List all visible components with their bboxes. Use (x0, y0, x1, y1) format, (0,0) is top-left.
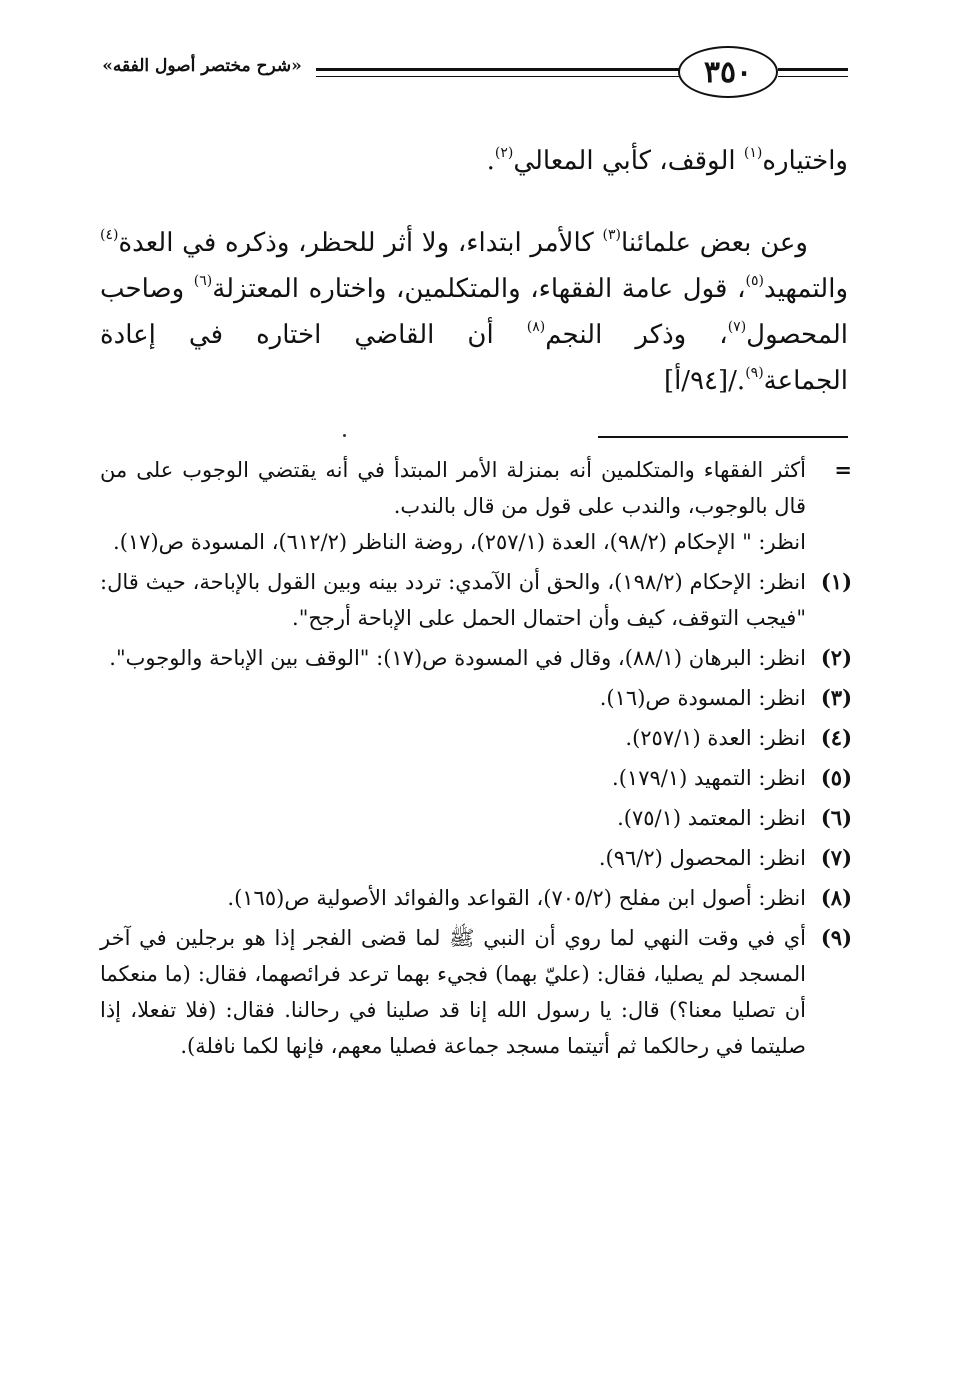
footnote-text: انظر: أصول ابن مفلح (٧٠٥/٢)، القواعد والفوائد الأصولية ص(١٦٥). (227, 886, 806, 910)
footnote-6 (100, 800, 852, 836)
footnote-ref-9[interactable]: (٩) (745, 365, 764, 381)
footnote-number: (٣) (820, 685, 852, 710)
footnote-2 (100, 640, 852, 676)
header-rule-left (316, 68, 682, 77)
footnote-text: انظر: المسودة ص(١٦). (599, 686, 806, 710)
footnote-text: انظر: المحصول (٩٦/٢). (598, 846, 806, 870)
footnote-number: (٨) (820, 885, 852, 910)
footnote-4 (100, 720, 852, 756)
footnote-ref-5[interactable]: (٥) (745, 273, 764, 289)
footnote-number: (٥) (820, 765, 852, 790)
footnote-text: أي في وقت النهي لما روي أن النبي ﷺ لما قضى الفجر إذا هو برجلين في آخر المسجد لم يصليا، فقال: (عليّ بهما) فجيء بهما ترعد فرائصهما، فقال: (ما منعكما أن تصليا معنا؟) قال: يا رسول الله إنا قد صلينا في رحالنا. فقال: (فلا تفعلا، إذا صليتما في رحالكما ثم أتيتما مسجد جماعة فصليا معهم، فإنها لكما نافلة). (100, 926, 806, 1058)
main-paragraph-2: وعن بعض علمائنا$^{(٣)}$ كالأمر ابتداء، ولا أثر للحظر، وذكره في العدة$^{(٤)}$ والتمهيد$^{(٥)}$، قول عامة الفقهاء، والمتكلمين، واختاره المعتزلة$^{(٦)}$ وصاحب المحصول$^{(٧)}$، وذكر النجم$^{(٨)}$ أن القاضي اختاره في إعادة الجماعة$^{(٩)}$./[٩٤/أ] (100, 227, 849, 396)
page-number: ٣٥٠ (678, 46, 778, 98)
footnote-number: (٢) (820, 645, 852, 670)
footnote-ref-1[interactable]: (١) (743, 145, 763, 161)
footnote-text: انظر: " الإحكام (٩٨/٢)، العدة (٢٥٧/١)، روضة الناظر (٦١٢/٢)، المسودة ص(١٧). (113, 530, 806, 554)
footnote-separator (598, 436, 848, 438)
footnote-text: انظر: العدة (٢٥٧/١). (625, 726, 806, 750)
footnote-ref-4[interactable]: (٤) (100, 227, 119, 243)
footnote-ref-8[interactable]: (٨) (526, 319, 546, 335)
footnote-number: (٦) (820, 805, 852, 830)
running-title: «شرح مختصر أصول الفقه» (102, 56, 302, 76)
footnote-continuation (100, 452, 852, 560)
footnote-ref-3[interactable]: (٣) (602, 227, 621, 243)
footnote-text: انظر: البرهان (٨٨/١)، وقال في المسودة ص(١٧): "الوقف بين الإباحة والوجوب". (109, 646, 806, 670)
footnote-text: انظر: التمهيد (١٧٩/١). (612, 766, 806, 790)
footnote-text: انظر: المعتمد (٧٥/١). (617, 806, 806, 830)
footnote-number: = (834, 457, 852, 482)
print-speck (343, 434, 346, 437)
footnote-ref-7[interactable]: (٧) (727, 319, 747, 335)
header-rule-right (778, 68, 848, 77)
footnote-1 (100, 564, 852, 636)
footnotes (100, 452, 852, 1068)
footnote-8 (100, 880, 852, 916)
footnote-number: (٤) (820, 725, 852, 750)
footnote-number: (٩) (820, 925, 852, 950)
footnote-number: (١) (820, 569, 852, 594)
footnote-9 (100, 920, 852, 1064)
footnote-ref-6[interactable]: (٦) (193, 273, 213, 289)
footnote-text: انظر: الإحكام (١٩٨/٢)، والحق أن الآمدي: تردد بينه وبين القول بالإباحة، حيث قال: "فيجب التوقف، كيف وأن احتمال الحمل على الإباحة أرجح". (100, 570, 806, 630)
footnote-7 (100, 840, 852, 876)
footnote-ref-2[interactable]: (٢) (494, 145, 514, 161)
footnote-3 (100, 680, 852, 716)
footnote-5 (100, 760, 852, 796)
main-paragraph-1: واختياره$^{(١)}$ الوقف، كأبي المعالي$^{(٢)}$. (486, 145, 848, 176)
footnote-number: (٧) (820, 845, 852, 870)
footnote-text: أكثر الفقهاء والمتكلمين أنه بمنزلة الأمر المبتدأ في أنه يقتضي الوجوب على من قال بالوجوب، والندب على قول من قال بالندب. (100, 458, 806, 518)
